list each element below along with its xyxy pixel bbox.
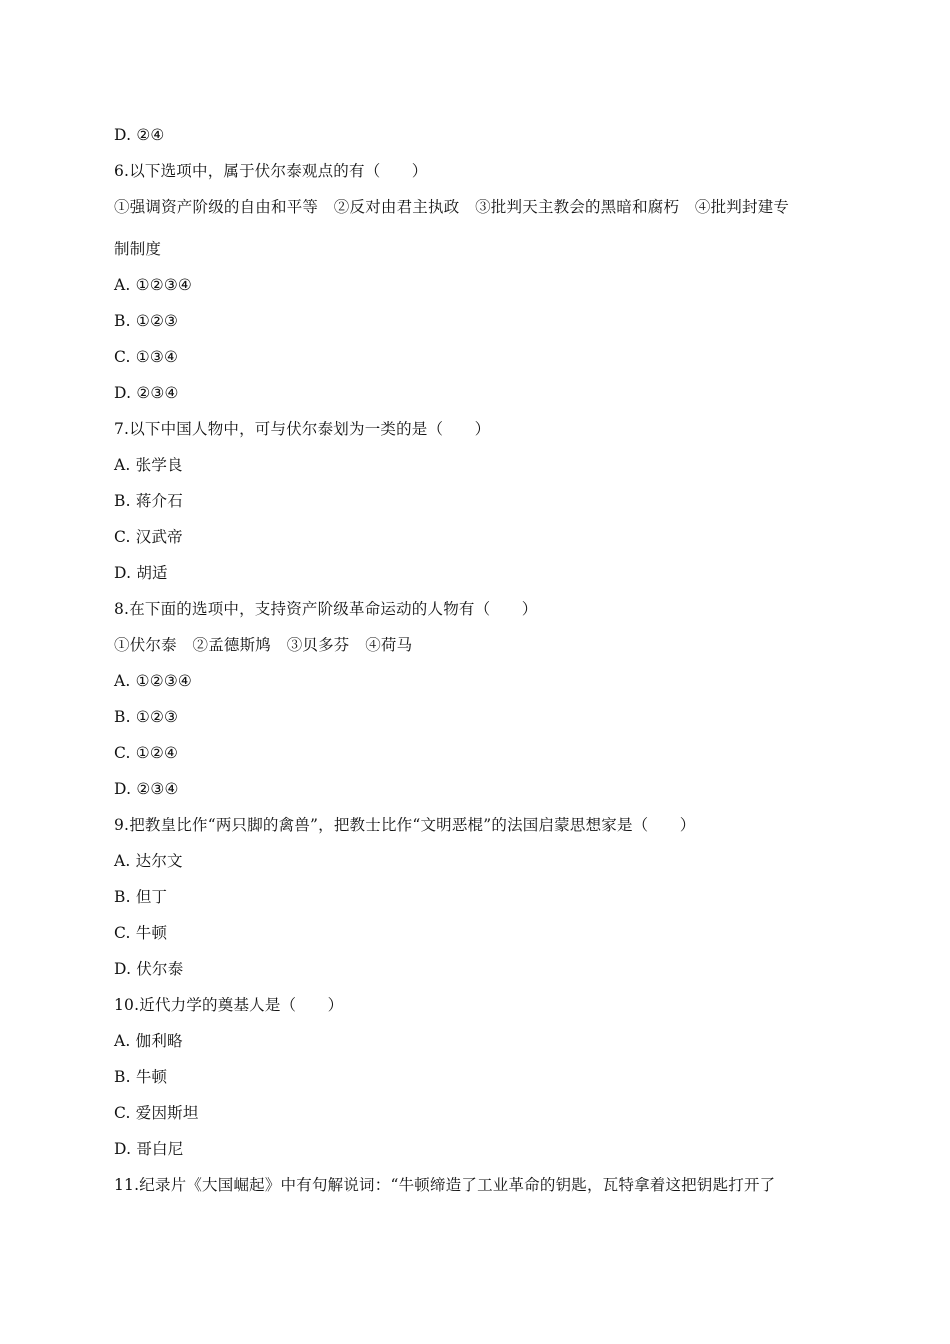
q9-stem: 9.把教皇比作“两只脚的禽兽”，把教士比作“文明恶棍”的法国启蒙思想家是（ ） <box>114 816 696 834</box>
q7-option-c: C. 汉武帝 <box>114 528 183 546</box>
q6-stem: 6.以下选项中，属于伏尔泰观点的有（ ） <box>114 162 428 180</box>
q7-option-d: D. 胡适 <box>114 564 168 582</box>
q8-option-b: B. ①②③ <box>114 708 179 726</box>
q6-statements-cont: 制制度 <box>114 240 162 258</box>
q10-option-b: B. 牛顿 <box>114 1068 168 1086</box>
question-list <box>114 124 844 1210</box>
q7-option-b: B. 蒋介石 <box>114 492 183 510</box>
q8-option-d: D. ②③④ <box>114 780 179 798</box>
q9-option-d: D. 伏尔泰 <box>114 960 184 978</box>
q8-statements: ①伏尔泰 ②孟德斯鸠 ③贝多芬 ④荷马 <box>114 636 413 654</box>
q8-option-a: A. ①②③④ <box>114 672 193 690</box>
q9-option-a: A. 达尔文 <box>114 852 183 870</box>
q6-option-a: A. ①②③④ <box>114 276 193 294</box>
q5-option-d: D. ②④ <box>114 126 165 144</box>
q10-option-d: D. 哥白尼 <box>114 1140 184 1158</box>
q9-option-c: C. 牛顿 <box>114 924 168 942</box>
q10-option-c: C. 爱因斯坦 <box>114 1104 199 1122</box>
q10-option-a: A. 伽利略 <box>114 1032 183 1050</box>
q9-option-b: B. 但丁 <box>114 888 168 906</box>
q6-option-b: B. ①②③ <box>114 312 179 330</box>
q7-stem: 7.以下中国人物中，可与伏尔泰划为一类的是（ ） <box>114 420 491 438</box>
q6-option-d: D. ②③④ <box>114 384 179 402</box>
q11-stem: 11.纪录片《大国崛起》中有句解说词：“牛顿缔造了工业革命的钥匙，瓦特拿着这把钥匙打开了 <box>114 1176 776 1194</box>
q6-option-c: C. ①③④ <box>114 348 179 366</box>
q8-stem: 8.在下面的选项中，支持资产阶级革命运动的人物有（ ） <box>114 600 538 618</box>
q6-statements: ①强调资产阶级的自由和平等 ②反对由君主执政 ③批判天主教会的黑暗和腐朽 ④批判封建专 <box>114 198 790 216</box>
q8-option-c: C. ①②④ <box>114 744 179 762</box>
q7-option-a: A. 张学良 <box>114 456 183 474</box>
q10-stem: 10.近代力学的奠基人是（ ） <box>114 996 344 1014</box>
